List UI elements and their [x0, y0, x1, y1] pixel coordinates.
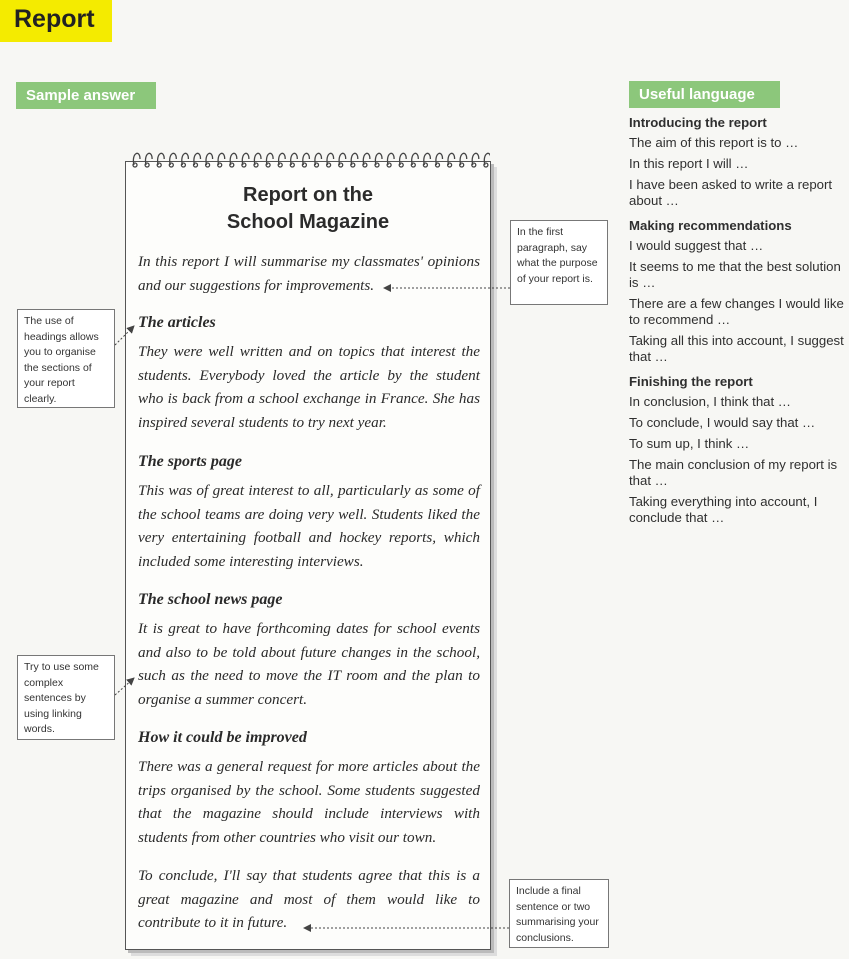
spiral-hole: [181, 163, 185, 167]
useful-language-phrase: The aim of this report is to …: [629, 135, 799, 150]
spiral-hole: [363, 163, 367, 167]
spiral-hole: [266, 163, 270, 167]
annotation-headings: The use of headings allows you to organise the sections of your report clearly.: [17, 309, 115, 408]
useful-language-phrase: In conclusion, I think that …: [629, 394, 791, 409]
spiral-hole: [339, 163, 343, 167]
spiral-hole: [327, 163, 331, 167]
spiral-hole: [436, 163, 440, 167]
spiral-hole: [218, 163, 222, 167]
report-title-line2: School Magazine: [226, 211, 390, 233]
spiral-hole: [423, 163, 427, 167]
useful-language-phrase: It seems to me that the best solution is …: [629, 259, 841, 290]
spiral-hole: [290, 163, 294, 167]
spiral-hole: [230, 163, 234, 167]
page-title: Report: [0, 0, 112, 42]
useful-language-phrase: Taking everything into account, I conclude that …: [629, 494, 818, 525]
report-intro: In this report I will summarise my classmates' opinions and our suggestions for improvements.: [138, 253, 480, 294]
useful-language-list: [629, 114, 844, 531]
section-heading-news: The school news page: [138, 591, 283, 608]
useful-language-phrase: Taking all this into account, I suggest that …: [629, 333, 844, 364]
spiral-hole: [448, 163, 452, 167]
spiral-hole: [375, 163, 379, 167]
useful-language-heading: Finishing the report: [629, 374, 753, 389]
section-heading-articles: The articles: [138, 314, 216, 331]
spiral-hole: [351, 163, 355, 167]
spiral-hole: [484, 163, 488, 167]
spiral-hole: [133, 163, 137, 167]
annotation-final-sentence: Include a final sentence or two summarising your conclusions.: [509, 879, 609, 948]
section-text-articles: They were well written and on topics that interest the students. Everybody loved the article by the student who is back from a school exchange in France. She has inspired several students to try next year.: [138, 343, 480, 431]
useful-language-heading: Introducing the report: [629, 115, 767, 130]
spiral-hole: [278, 163, 282, 167]
useful-language-phrase: I have been asked to write a report about …: [629, 177, 833, 208]
spiral-hole: [194, 163, 198, 167]
report-title-line1: Report on the: [243, 184, 373, 206]
section-text-improved: There was a general request for more articles about the trips organised by the school. Some students suggested that the magazine should include interviews with students from other countries who visit our town.: [138, 758, 480, 846]
useful-language-tag: Useful language: [629, 81, 780, 108]
section-text-news: It is great to have forthcoming dates for school events and also to be told about future changes in the school, such as the need to move the IT room and the plan to organise a summer concert.: [138, 620, 480, 708]
section-heading-sports: The sports page: [138, 453, 242, 470]
section-heading-improved: How it could be improved: [138, 729, 307, 746]
spiral-hole: [254, 163, 258, 167]
report-title: [126, 182, 490, 236]
spiral-hole: [411, 163, 415, 167]
useful-language-heading: Making recommendations: [629, 218, 792, 233]
useful-language-phrase: The main conclusion of my report is that …: [629, 457, 838, 488]
spiral-hole: [145, 163, 149, 167]
spiral-hole: [169, 163, 173, 167]
useful-language-phrase: I would suggest that …: [629, 238, 764, 253]
spiral-hole: [399, 163, 403, 167]
report-notepad: [125, 161, 491, 950]
useful-language-phrase: To sum up, I think …: [629, 436, 750, 451]
annotation-complex-sentences: Try to use some complex sentences by using linking words.: [17, 655, 115, 740]
spiral-hole: [387, 163, 391, 167]
useful-language-phrase: In this report I will …: [629, 156, 749, 171]
spiral-hole: [302, 163, 306, 167]
useful-language-phrase: To conclude, I would say that …: [629, 415, 816, 430]
spiral-binding: [128, 145, 490, 171]
spiral-hole: [315, 163, 319, 167]
spiral-hole: [242, 163, 246, 167]
annotation-first-paragraph: In the first paragraph, say what the purpose of your report is.: [510, 220, 608, 305]
spiral-hole: [206, 163, 210, 167]
sample-answer-tag: Sample answer: [16, 82, 156, 109]
report-conclusion: To conclude, I'll say that students agree that this is a great magazine and most of them would like to contribute to it in future.: [138, 867, 480, 931]
spiral-hole: [460, 163, 464, 167]
useful-language-phrase: There are a few changes I would like to recommend …: [629, 296, 844, 327]
spiral-hole: [472, 163, 476, 167]
spiral-hole: [157, 163, 161, 167]
section-text-sports: This was of great interest to all, particularly as some of the school teams are doing very well. Students liked the very entertaining football and hockey reports, which included some interesting interviews.: [138, 482, 480, 570]
